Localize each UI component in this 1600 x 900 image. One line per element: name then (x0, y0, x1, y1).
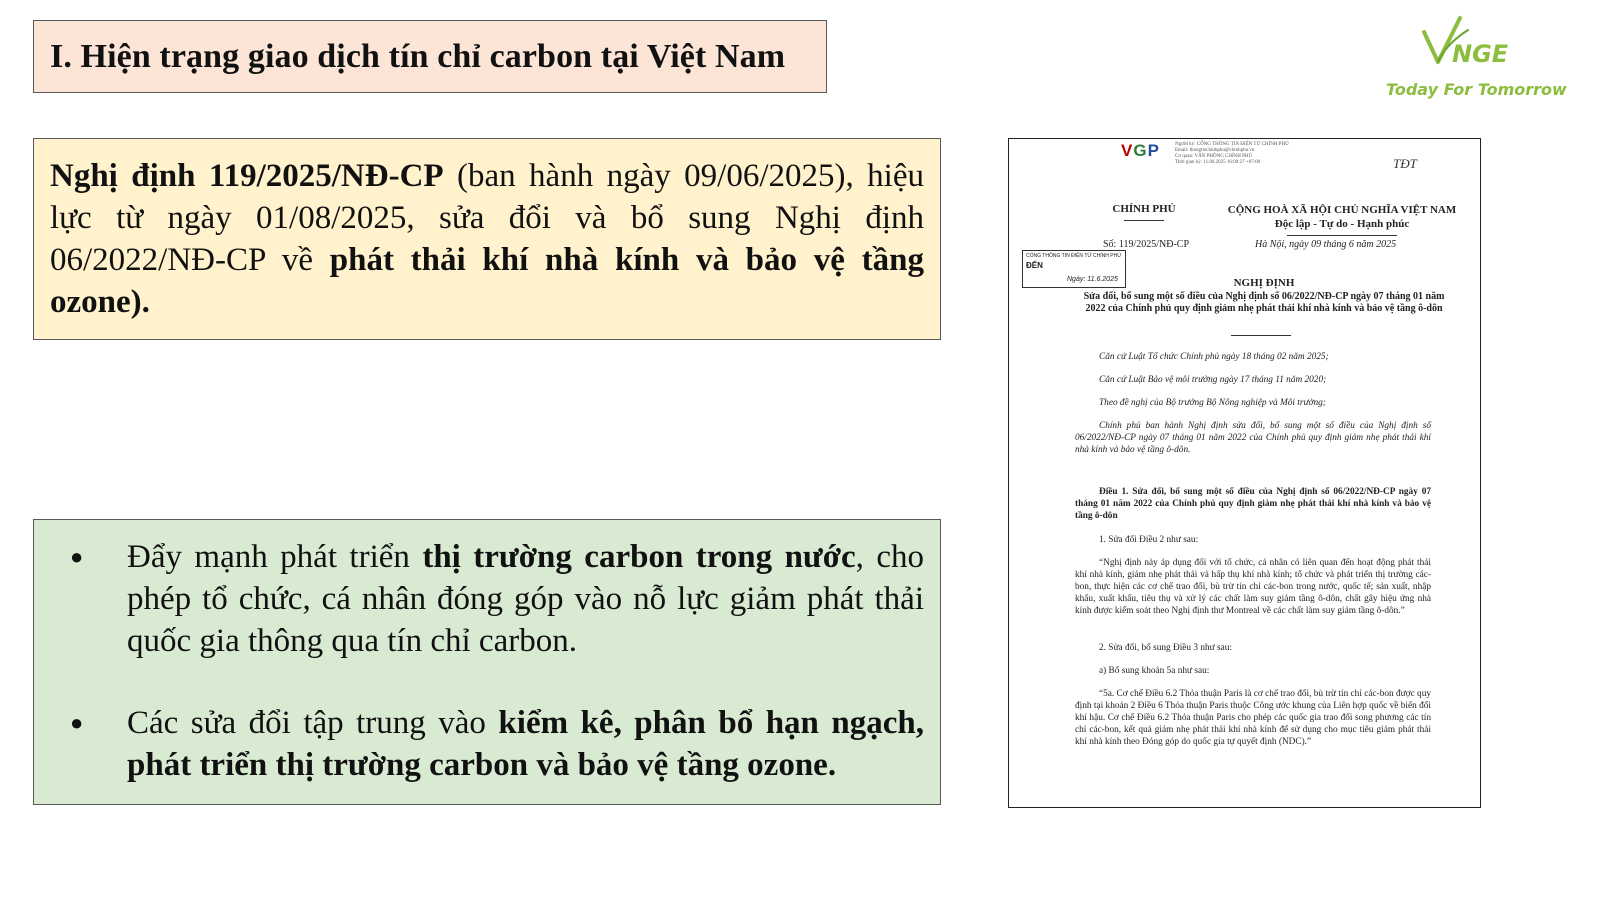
received-stamp: CỔNG THÔNG TIN ĐIỆN TỬ CHÍNH PHỦ ĐẾN Ngày: 11.6.2025 (1022, 250, 1126, 288)
slide-title-box (33, 20, 827, 93)
vnge-logo-icon (1416, 14, 1516, 74)
legal-basis-1: Căn cứ Luật Tổ chức Chính phủ ngày 18 tháng 02 năm 2025; (1099, 352, 1329, 362)
logo-tagline: Today For Tomorrow (1386, 80, 1567, 99)
article-1-quote-2: “5a. Cơ chế Điều 6.2 Thỏa thuận Paris là cơ chế trao đổi, bù trừ tín chỉ các-bon được quy định tại khoản 2 Điều 6 Thỏa thuận Paris thuộc Công ước khung của Liên hợp quốc về biến đổi khí hậu. Cơ chế Điều 6.2 Thỏa thuận Paris cho phép các quốc gia trao đổi song phương các tín chỉ các-bon, kết quả giảm nhẹ phát thải khí nhà kính để sử dụng cho mục tiêu giảm phát thải khí nhà kính theo Đóng góp do quốc gia tự quyết định (NDC).” (1075, 689, 1431, 747)
place-and-date: Hà Nội, ngày 09 tháng 6 năm 2025 (1255, 239, 1397, 250)
decree-scope: phát thải khí nhà kính và bảo vệ tầng ozone). (50, 242, 924, 320)
decree-number: Số: 119/2025/NĐ-CP (1103, 239, 1190, 250)
handwritten-mark: TĐT (1393, 156, 1417, 171)
issuer-name: CHÍNH PHỦ (1112, 203, 1176, 215)
vnge-logo (1386, 14, 1567, 106)
key-point-amendments: ● Các sửa đổi tập trung vào kiểm kê, phân bổ hạn ngạch, phát triển thị trường carbon và bảo vệ tầng ozone. (50, 702, 924, 786)
key-points-box (33, 519, 941, 805)
national-motto: Độc lập - Tự do - Hạnh phúc (1274, 218, 1410, 230)
svg-text:NGE: NGE (1452, 40, 1509, 68)
article-1-item-2a: a) Bổ sung khoản 5a như sau: (1099, 666, 1210, 676)
digital-signature-info: Người ký: CỔNG THÔNG TIN ĐIỆN TỬ CHÍNH PHỦ Email: thongtinchinhphu@chinhphu.vn Cơ quan: VĂN PHÒNG CHÍNH PHỦ Thời gian ký: 11.06.2025 16:00:27 +07:00 (1175, 142, 1289, 165)
article-1-heading: Điều 1. Sửa đổi, bổ sung một số điều của Nghị định số 06/2022/NĐ-CP ngày 07 tháng 01 năm 2022 của Chính phủ quy định giảm nhẹ phát thải khí nhà kính và bảo vệ tầng ô-dôn (1075, 487, 1431, 521)
bullet-icon: ● (70, 710, 84, 735)
key-point-domestic-market: ● Đẩy mạnh phát triển thị trường carbon trong nước, cho phép tổ chức, cá nhân đóng góp vào nỗ lực giảm phát thải quốc gia thông qua tín chỉ carbon. (50, 536, 924, 662)
decree-details: (ban hành ngày 09/06/2025), hiệu lực từ ngày 01/08/2025, sửa đổi và bổ sung Nghị định 06/2022/NĐ-CP về (50, 158, 924, 278)
legal-basis-4: Chính phủ ban hành Nghị định sửa đổi, bổ sung một số điều của Nghị định số 06/2022/NĐ-CP ngày 07 tháng 01 năm 2022 của Chính phủ quy định giảm nhẹ phát thải khí nhà kính và bảo vệ tầng ô-dôn. (1075, 421, 1431, 455)
article-1-quote-1: “Nghị định này áp dụng đối với tổ chức, cá nhân có liên quan đến hoạt động phát thải khí nhà kính, giảm nhẹ phát thải và hấp thụ khí nhà kính; tổ chức và phát triển thị trường các-bon, thực hiện các cơ chế trao đổi, bù trừ tín chỉ các-bon trong nước, quốc tế; sản xuất, nhập khẩu, xuất khẩu, tiêu thụ và xử lý các chất làm suy giảm tầng ô-dôn, chất gây hiệu ứng nhà kính được kiểm soát theo Nghị định thư Montreal về các chất làm suy giảm tầng ô-dôn.” (1075, 558, 1431, 616)
key-points-list (50, 536, 924, 786)
document-subheading: Sửa đổi, bổ sung một số điều của Nghị định số 06/2022/NĐ-CP ngày 07 tháng 01 năm 2022 của Chính phủ quy định giảm nhẹ phát thải khí nhà kính và bảo vệ tầng ô-dôn (1083, 291, 1445, 314)
document-heading: NGHỊ ĐỊNH (1233, 277, 1295, 289)
vgp-logo: VGP (1121, 141, 1160, 160)
bullet-icon: ● (70, 544, 84, 569)
decree-name: Nghị định 119/2025/NĐ-CP (50, 158, 444, 194)
decree-summary-text (50, 155, 924, 323)
divider (1287, 235, 1397, 236)
decree-summary-box (33, 138, 941, 340)
article-1-item-1: 1. Sửa đổi Điều 2 như sau: (1099, 535, 1199, 545)
national-title: CỘNG HOÀ XÃ HỘI CHỦ NGHĨA VIỆT NAM Độc lập - Tự do - Hạnh phúc (1217, 203, 1467, 231)
legal-basis-2: Căn cứ Luật Bảo vệ môi trường ngày 17 tháng 11 năm 2020; (1099, 375, 1327, 385)
divider (1124, 220, 1164, 221)
article-1-item-2: 2. Sửa đổi, bổ sung Điều 3 như sau: (1099, 643, 1232, 653)
decree-document-image (1008, 138, 1481, 808)
legal-basis-3: Theo đề nghị của Bộ trưởng Bộ Nông nghiệp và Môi trường; (1099, 398, 1326, 408)
slide-title: I. Hiện trạng giao dịch tín chỉ carbon tại Việt Nam (50, 37, 786, 75)
divider (1231, 335, 1291, 336)
